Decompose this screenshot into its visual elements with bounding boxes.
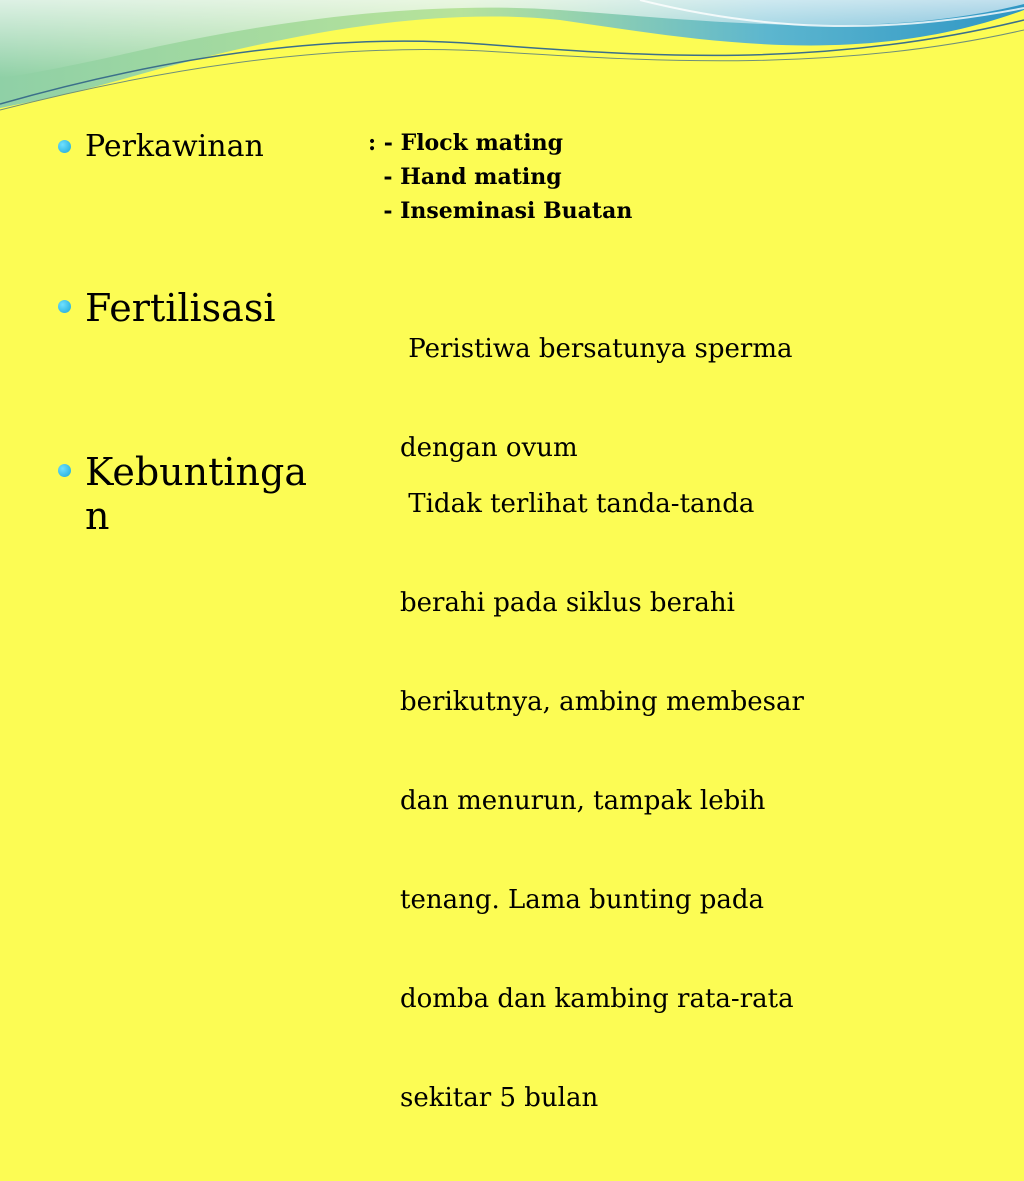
description-line: tenang. Lama bunting pada [400,885,765,915]
description-line: berikutnya, ambing membesar [400,687,804,717]
description-line: dengan ovum [400,433,578,463]
term-kebuntingan [85,450,307,538]
list-item: - Hand mating [368,164,562,190]
bullet-icon [58,300,71,313]
description-line: sekitar 5 bulan [400,1083,599,1113]
bullet-item-fertilisasi [58,286,275,330]
bullet-icon [58,140,71,153]
list-item: : - Flock mating [368,130,563,156]
description-line: Peristiwa bersatunya sperma [400,334,793,364]
description-line: domba dan kambing rata-rata [400,984,794,1014]
header-wave-decoration [0,0,1024,130]
kebuntingan-description [400,422,804,1181]
term-fertilisasi: Fertilisasi [85,286,276,330]
perkawinan-list [368,126,632,228]
description-line: berahi pada siklus berahi [400,588,735,618]
bullet-item-perkawinan [58,130,264,164]
description-line: dan menurun, tampak lebih [400,786,766,816]
term-perkawinan: Perkawinan [85,129,264,164]
list-item: - Inseminasi Buatan [368,198,633,224]
bullet-icon [58,464,71,477]
term-line: Kebuntinga [85,450,308,494]
description-line: Tidak terlihat tanda-tanda [400,489,755,519]
bullet-item-kebuntingan [58,450,307,538]
term-line: n [85,494,110,538]
